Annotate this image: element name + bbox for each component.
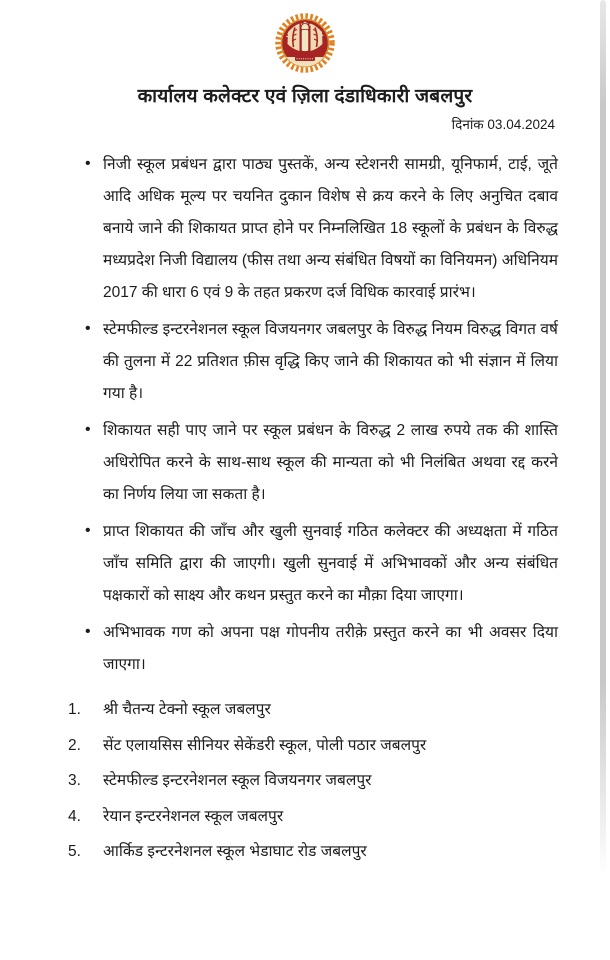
bullet-item [0,617,610,681]
school-name: श्री चैतन्य टेक्नो स्कूल जबलपुर [103,701,271,718]
document-body [0,149,610,870]
school-list-item [0,799,610,835]
school-list-item [0,834,610,870]
bullet-icon: • [85,623,91,640]
bullet-item [0,149,610,309]
school-list-item [0,728,610,764]
bullet-list [0,149,610,681]
mp-government-seal-icon [273,11,337,75]
bullet-icon: • [85,421,91,438]
bullet-icon: • [85,320,91,337]
bullet-icon: • [85,522,91,539]
bullet-text: निजी स्कूल प्रबंधन द्वारा पाठ्य पुस्तकें, अन्य स्टेशनरी सामग्री, यूनिफार्म, टाई, जूते आदि अधिक मूल्य पर चयनित दुकान विशेष से क्रय करने के लिए अनुचित दबाव बनाये जाने की शिकायत प्राप्त होने पर निम्नलिखित 18 स्कूलों के प्रबंधन के विरुद्ध मध्यप्रदेश निजी विद्यालय (फीस तथा अन्य संबंधित विषयों का विनियमन) अधिनियम 2017 की धारा 6 एवं 9 के तहत प्रकरण दर्ज विधिक कारवाई प्रारंभ। [103,156,558,301]
school-list-item [0,692,610,728]
bullet-item [0,516,610,612]
bullet-text: प्राप्त शिकायत की जाँच और खुली सुनवाई गठित कलेक्टर की अध्यक्षता में गठित जाँच समिति द्वारा की जाएगी। खुली सुनवाई में अभिभावकों और अन्य संबंधित पक्षकारों को साक्ष्य और कथन प्रस्तुत करने का मौक़ा दिया जाएगा। [103,523,558,604]
bullet-text: शिकायत सही पाए जाने पर स्कूल प्रबंधन के विरुद्ध 2 लाख रुपये तक की शास्ति अधिरोपित करने के साथ-साथ स्कूल की मान्यता को भी निलंबित अथवा रद्द करने का निर्णय लिया जा सकता है। [103,422,558,503]
school-name: रेयान इन्टरनेशनल स्कूल जबलपुर [103,807,284,825]
bullet-item [0,415,610,511]
bullet-text: स्टेमफील्ड इन्टरनेशनल स्कूल विजयनगर जबलपुर के विरुद्ध नियम विरुद्ध विगत वर्ष की तुलना में 22 प्रतिशत फ़ीस वृद्धि किए जाने की शिकायत को भी संज्ञान में लिया गया है। [103,321,558,402]
school-number: 4. [68,807,81,825]
school-number: 3. [68,772,81,789]
bullet-icon: • [85,155,91,172]
school-number: 1. [68,701,81,718]
school-list-item [0,763,610,799]
school-list [0,692,610,870]
school-name: स्टेमफील्ड इन्टरनेशनल स्कूल विजयनगर जबलपुर [103,772,372,789]
page-title: कार्यालय कलेक्टर एवं ज़िला दंडाधिकारी जबलपुर [137,86,473,107]
school-name: आर्किड इन्टरनेशनल स्कूल भेडाघाट रोड जबलपुर [103,843,367,860]
date-label: दिनांक 03.04.2024 [451,117,555,132]
bullet-text: अभिभावक गण को अपना पक्ष गोपनीय तरीक़े प्रस्तुत करने का भी अवसर दिया जाएगा। [103,624,558,673]
school-number: 5. [68,843,81,860]
school-name: सेंट एलायसिस सीनियर सेकेंडरी स्कूल, पोली पठार जबलपुर [103,736,427,754]
school-number: 2. [68,736,81,754]
bullet-item [0,314,610,410]
